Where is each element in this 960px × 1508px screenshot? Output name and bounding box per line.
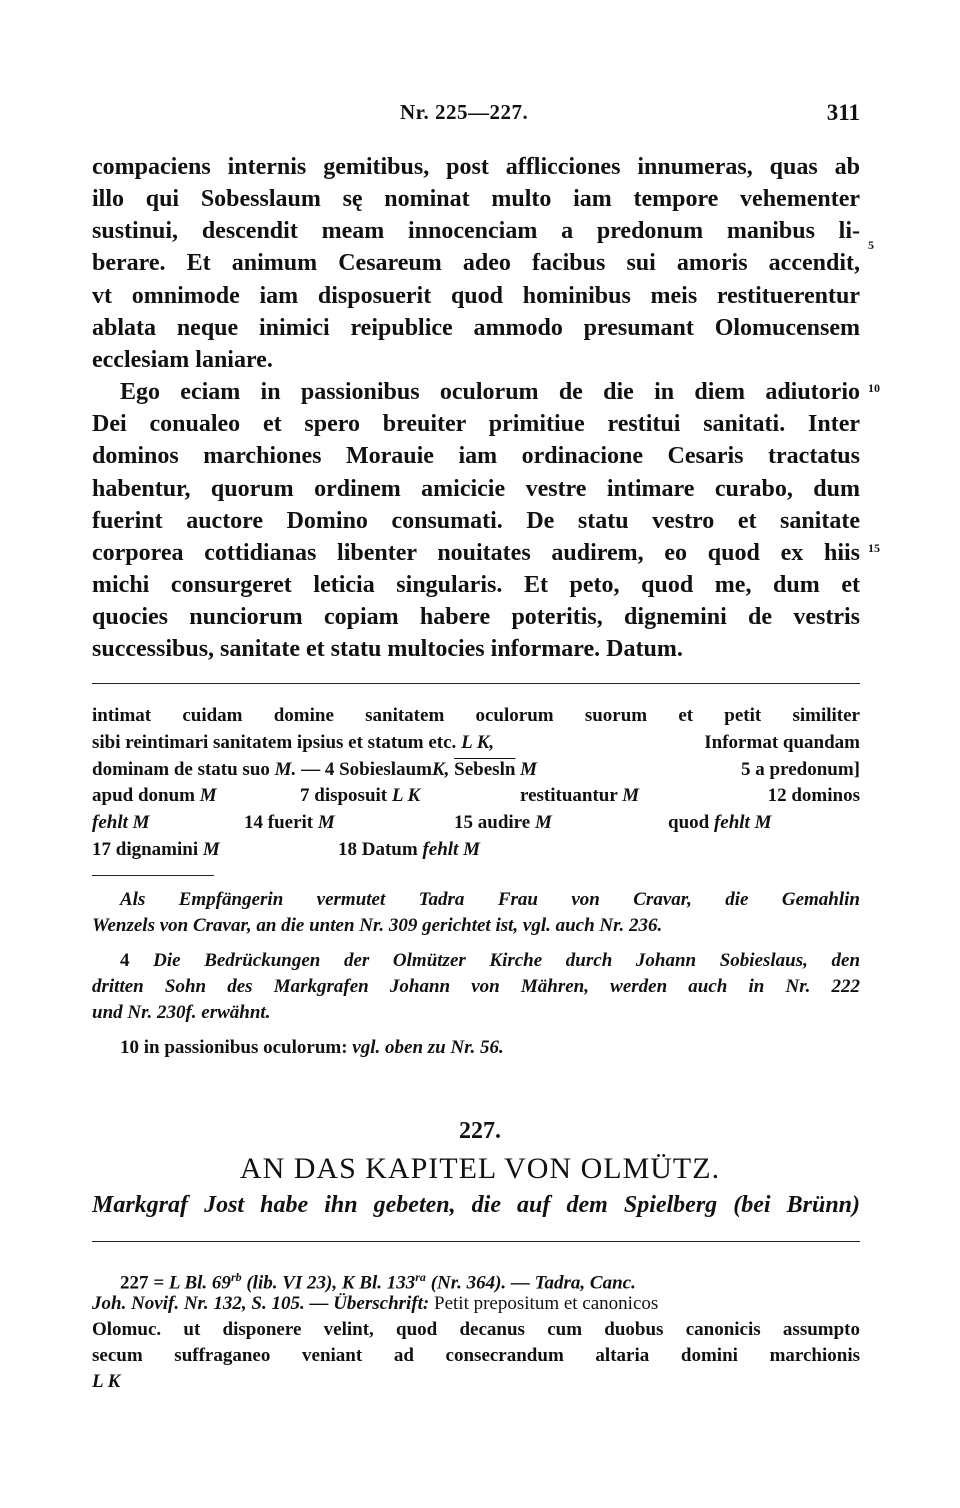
body-line: ablata neque inimici reipublice ammodo presumant Olomucensem (92, 315, 860, 341)
note-line: und Nr. 230f. erwähnt. (92, 1002, 271, 1023)
note-line: Als Empfängerin vermutet Tadra Frau von Cravar, die Gemahlin (120, 889, 860, 910)
body-line: Ego eciam in passionibus oculorum de die in diem adiutorio (120, 379, 860, 405)
note-line: 10 in passionibus oculorum: vgl. oben zu Nr. 56. (120, 1037, 504, 1058)
line-number: 5 (868, 238, 874, 252)
document-title: AN DAS KAPITEL VON OLMÜTZ. (239, 1152, 721, 1185)
body-line: habentur, quorum ordinem amicicie vestre intimare curabo, dum (92, 476, 860, 502)
body-line: michi consurgeret leticia singularis. Et peto, quod me, dum et (92, 572, 860, 598)
body-line: fuerint auctore Domino consumati. De statu vestro et sanitate (92, 508, 860, 534)
body-line: berare. Et animum Cesareum adeo facibus sui amoris accendit, (92, 250, 860, 276)
page-number: 311 (826, 100, 860, 125)
apparatus-line: apud donum M 7 disposuit L K restituantur M 12 dominos (92, 785, 860, 806)
note-line: dritten Sohn des Markgrafen Johann von Mähren, werden auch in Nr. 222 (92, 976, 860, 997)
line-number: 10 (868, 381, 880, 395)
page-header (92, 100, 860, 134)
body-line: ecclesiam laniare. (92, 347, 273, 373)
line-number: 15 (868, 541, 880, 555)
divider (92, 1241, 860, 1242)
document-regest: Markgraf Jost habe ihn gebeten, die auf dem Spielberg (bei Brünn) (92, 1192, 860, 1218)
apparatus-line: 17 dignamini M 18 Datum fehlt M (92, 839, 480, 860)
body-line: dominos marchiones Morauie iam ordinacione Cesaris tractatus (92, 443, 860, 469)
note-line: Wenzels von Cravar, an die unten Nr. 309 gerichtet ist, vgl. auch Nr. 236. (92, 915, 663, 936)
apparatus-line: sibi reintimari sanitatem ipsius et statum etc. L K, Informat quandam (92, 732, 860, 753)
apparatus-line: dominam de statu suo M. — 4 SobieslaumK, Sebesln M 5 a predonum] (92, 759, 860, 780)
source-line: L K (92, 1371, 121, 1392)
body-line: successibus, sanitate et statu multocies informare. Datum. (92, 636, 683, 662)
note-line: 4 Die Bedrückungen der Olmützer Kirche durch Johann Sobieslaus, den (120, 950, 861, 971)
source-line: secum suffraganeo veniant ad consecrandum altaria domini marchionis (92, 1345, 860, 1366)
body-line: Dei conualeo et spero breuiter primitiue restitui sanitati. Inter (92, 411, 860, 437)
apparatus-line: fehlt M 14 fuerit M 15 audire M quod fehlt M (92, 812, 772, 833)
document-range: Nr. 225—227. (400, 100, 529, 124)
body-line: vt omnimode iam disposuerit quod hominibus meis restituerentur (92, 283, 860, 309)
apparatus-line: intimat cuidam domine sanitatem oculorum suorum et petit similiter (92, 705, 860, 726)
body-line: sustinui, descendit meam innocenciam a predonum manibus li- (92, 218, 860, 244)
body-line: corporea cottidianas libenter nouitates audirem, eo quod ex hiis (92, 540, 860, 566)
source-line: Joh. Novif. Nr. 132, S. 105. — Überschrift: Petit prepositum et canonicos (92, 1293, 659, 1314)
source-line: 227 = L Bl. $69^{rb}$ (lib. VI 23), K Bl. $133^{ra}$ (Nr. 364). — Tadra, Canc. (120, 1270, 636, 1294)
body-line: compaciens internis gemitibus, post afflicciones innumeras, quas ab (92, 154, 860, 180)
body-line: illo qui Sobesslaum sę nominat multo iam tempore vehementer (92, 186, 860, 212)
source-line: Olomuc. ut disponere velint, quod decanus cum duobus canonicis assumpto (92, 1319, 860, 1340)
divider (92, 875, 214, 876)
body-line: quocies nunciorum copiam habere poteritis, dignemini de vestris (92, 604, 860, 630)
document-number: 227. (459, 1118, 501, 1144)
divider (92, 683, 860, 684)
